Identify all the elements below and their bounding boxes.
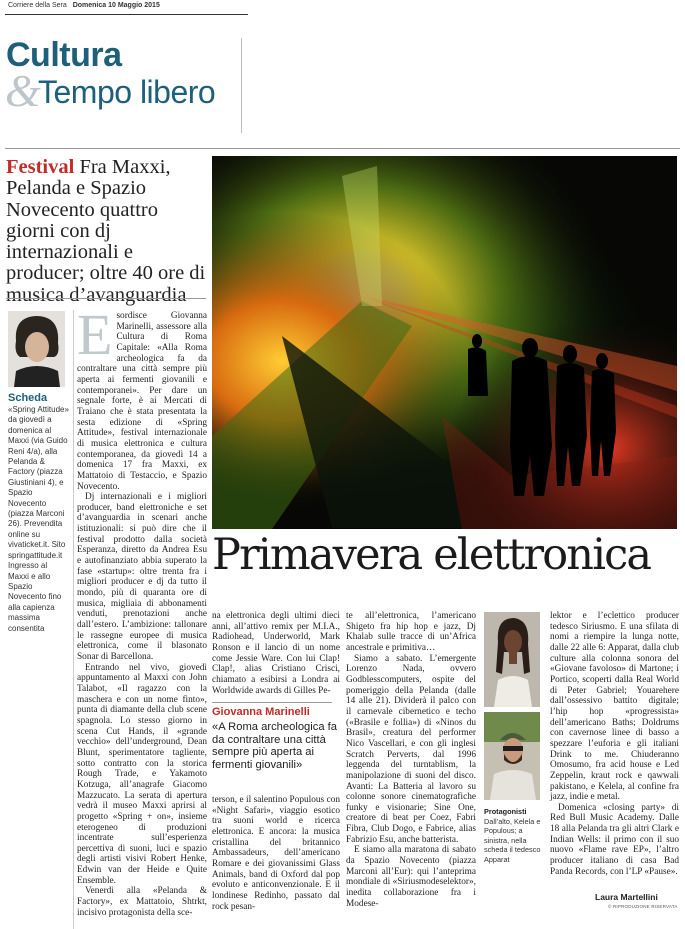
paragraph: Entrando nel vivo, giovedì appuntamento al Maxxi con John Talabot, «Il ragazzo con la maschera e con un nome finto», punta di diamante della club scene spagnola. Lo stesso giorno in scena Cut Hands, il «grande vecchio» dell’underground, Dean Blunt, sperimentatore tagliente, sotto contratto con la storica Rough Trade, e Yakamoto Kotzuga, all’anagrafe Giacomo Mazzucato. La serata di apertura vedrà il museo Maxxi aprirsi al progetto «Spring + on», insieme eterogeneo di produzioni incentrate sull’esperienza percettiva di suoni, luci e spazio degli artisti visivi Robert Henke, Edwin van der Heide e Quite Ensemble. [77, 662, 207, 886]
article-column-3 [346, 611, 476, 909]
section-rule [5, 148, 680, 149]
article-column-1 [77, 302, 207, 918]
section-title-tempo-libero: Tempo libero [38, 74, 216, 110]
paragraph: te all’elettronica, l’americano Shigeto fra hip hop e jazz, Dj Khalab sulle tracce di un’Africa ancestrale e primitiva… [346, 611, 476, 653]
scheda-title: Scheda [8, 392, 48, 404]
header-rule [5, 14, 248, 15]
kicker-rule [6, 298, 206, 299]
article-headline: Primavera elettronica [212, 530, 651, 580]
article-kicker [6, 157, 206, 306]
author-byline: Laura Martellini [595, 892, 658, 902]
paragraph: Dj internazionali e i migliori producer, band elettroniche e set d’avanguardia in scenari anche istituzionali: si può dire che il festival prodotto dalla società Esperanza, diretto da Andrea Esu e autofinanziato abbia superato la fase «startup»: oltre trenta fra i migliori producer e dj da tutto il mondo, più di quaranta ore di musica, migliaia di abbonamenti venduti, prenotazioni anche dall’estero. L’ambizione: tallonare le rassegne europee di musica elettronica, come il blasonato Sonar di Barcellona. [77, 492, 207, 662]
paragraph: terson, e il salentino Populous con «Night Safari», viaggio esotico tra suoni world e ricerca elettronica. E ancora: la musica cristallina del britannico Ambassadeurs, dell’americano Romare e dei giovanissimi Glass Animals, band di Oxford dal pop evoluto e anticonvenzionale. E il londinese Redinho, passato dal rock pesan- [212, 795, 340, 912]
apparat-portrait [8, 311, 65, 387]
scheda-divider [73, 310, 74, 929]
pull-quote: «A Roma archeologica fa da contraltare una città sempre più aperta ai fermenti giovanili» [212, 721, 338, 771]
protagonisti-caption [484, 807, 544, 864]
dropcap: E [77, 302, 113, 367]
kicker-text: Fra Maxxi, Pelanda e Spazio Novecento quattro giorni con dj internazionali e producer; oltre 40 ore di musica d’avanguardia [6, 156, 206, 306]
newspaper-header [8, 2, 246, 14]
article-column-2-bottom [212, 795, 340, 912]
scheda-text: «Spring Attitude» da giovedì a domenica al Maxxi (via Guido Reni 4/a), alla Pelanda & Factory (piazza Giustiniani 4), e Spazio Novecento (piazza Marconi 26). Prevendita online su vivaticket.it. Sito springattitude.it Ingresso al Maxxi e allo Spazio Novecento fino alla capienza massima consentita [8, 405, 69, 633]
protagonisti-title: Protagonisti [484, 807, 527, 816]
section-title-cultura: Cultura [6, 36, 122, 74]
quote-rule [212, 702, 332, 703]
article-column-4 [550, 611, 679, 877]
masthead-divider [241, 38, 242, 133]
paragraph: lektor e l’eclettico producer tedesco Siriusmo. E una sfilata di nomi a riempire la lunga notte, dalle 22 alle 6: Apparat, dalla club culture alla colonna sonora del «Giovane favoloso» di Martone; i Portico, scoperti dalla Real World di Peter Gabriel; Youarehere dall’ossessivo battito digitale; l’hip hop «progressista» dell’americano Baths; Doldrums con cavernose linee di basso a spezzare l’euforia e gli italiani Drink to me. Chiuderanno Omosumo, fra acid house e Led Zeppelin, kraut rock e qawwali pakistano, e Kelela, al confine fra jazz, indie e metal. [550, 611, 679, 803]
populous-photo [484, 712, 540, 800]
paragraph: E siamo alla maratona di sabato da Spazio Novecento (piazza Marconi all’Eur): qui l’anteprima mondiale di «Siriusmodeselektor», inedita collaborazione fra i Modese- [346, 845, 476, 909]
kelela-photo [484, 612, 540, 707]
newspaper-name: Corriere della Sera [8, 2, 67, 9]
section-ampersand: & [5, 65, 41, 116]
protagonisti-text: Dall’alto, Kelela e Populous; a sinistra, nella scheda il tedesco Apparat [484, 816, 541, 864]
concert-laser-photo [212, 156, 677, 529]
paragraph: Siamo a sabato. L’emergente Lorenzo Nada, ovvero Godblesscomputers, ospite del pomeriggio della Pelanda (dalle 14 alle 21). Dividerà il palco con il carnevale cibernetico e techo («Brasile e follia») di «Ninos du Brasil», creatura del performer Nico Vascellari, e con gli inglesi Scratch Perverts, dal 1996 leggenda del turntablism, la manipolazione di suoni del disco. Avanti: La Batteria al lavoro su colonne sonore cinematografiche funky e visionarie; Sine One, creatore di beat per Coez, Fabri Fibra, Club Dogo, e Fabrice, alias Fabrizio Esu, anche batterista. [346, 653, 476, 845]
quote-author: Giovanna Marinelli [212, 706, 310, 718]
paragraph: sordisce Giovanna Marinelli, assessore alla Cultura di Roma Capitale: «Alla Roma archeologica fa da contraltare una città sempre più aperta ai fermenti giovanili e contemporanei». Per dare un segnale forte, è ai Mercati di Traiano che è stata presentata la sesta edizione di «Spring Attitude», festival internazionale di musica elettronica e cultura contemporanea, da giovedì 14 a domenica 17 fra Maxxi, ex Mattatoio di Testaccio, e Spazio Novecento. [77, 311, 207, 492]
paragraph: Domenica «closing party» di Red Bull Music Academy. Dalle 18 alla Pelanda tra gli altri Clark e Indian Wells: il primo con il suo nuovo «Flame rave EP», l’altro producer italiano di casa Bad Panda Records, con l’LP «Pause». [550, 802, 679, 877]
issue-date: Domenica 10 Maggio 2015 [72, 2, 160, 9]
paragraph: na elettronica degli ultimi dieci anni, all’attivo remix per M.I.A., Radiohead, Underworld, Mark Ronson e il lancio di un nome come Jessie Ware. Con lui Clap! Clap!, alias Cristiano Crisci, chiamato a esibirsi a Londra ai Worldwide awards di Gilles Pe- [212, 611, 340, 696]
copyright-notice: © RIPRODUZIONE RISERVATA [608, 904, 678, 909]
article-column-2-top [212, 611, 340, 696]
kicker-keyword: Festival [6, 156, 75, 178]
paragraph: Venerdì alla «Pelanda & Factory», ex Mattatoio, Shtrkt, incisivo protagonista della sce- [77, 886, 207, 918]
